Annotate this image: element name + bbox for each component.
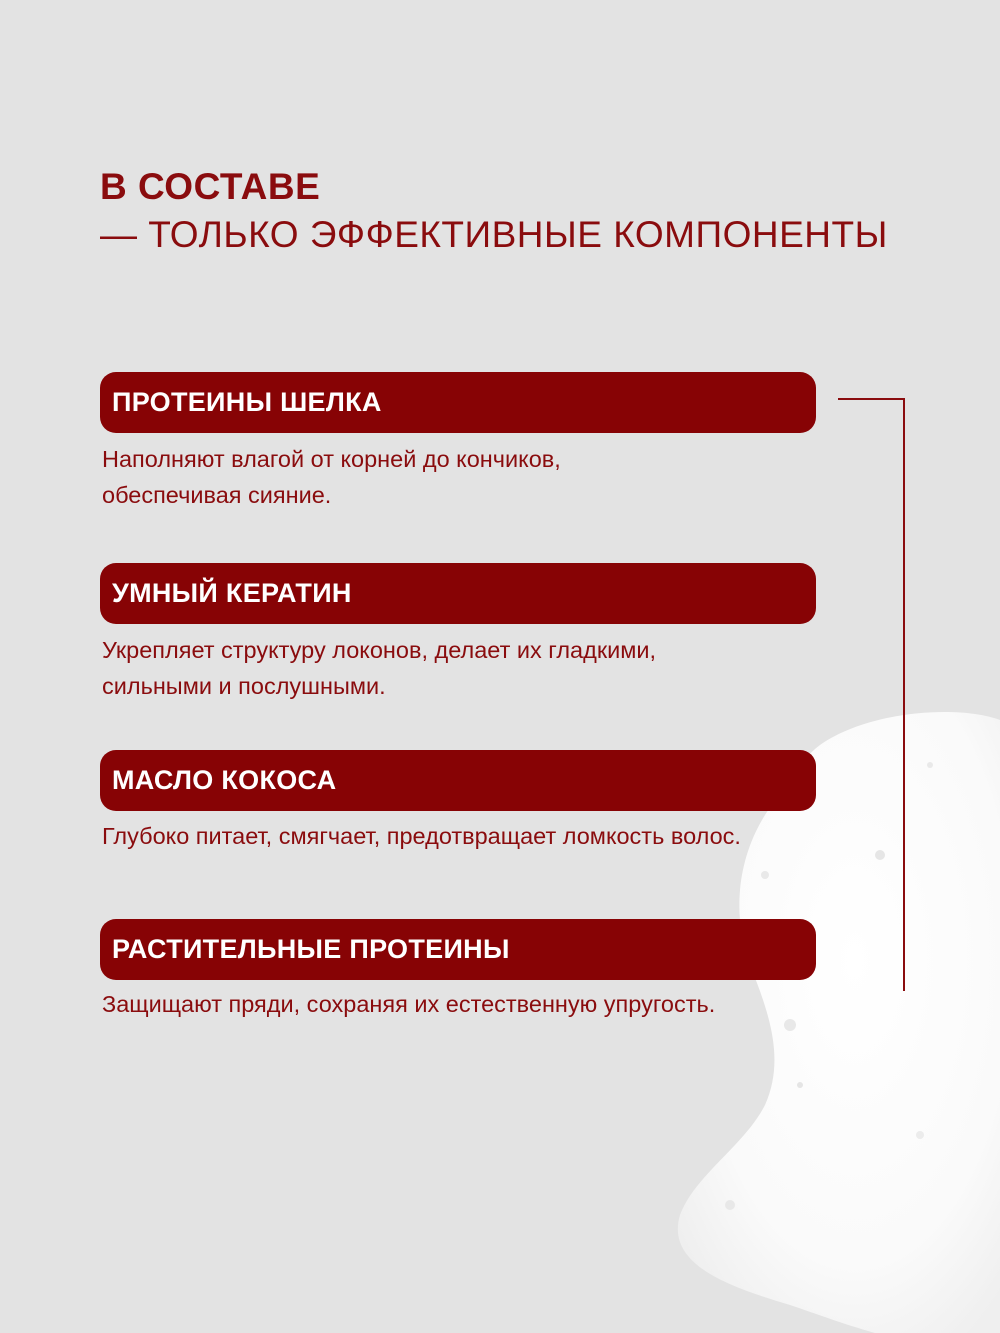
ingredient-badge-coconut-oil: [100, 750, 816, 811]
ingredient-badge-plant-proteins: [100, 919, 816, 980]
ingredient-name: РАСТИТЕЛЬНЫЕ ПРОТЕИНЫ: [112, 934, 510, 964]
ingredient-badge-silk-proteins: [100, 372, 816, 433]
page-title: В СОСТАВЕ: [100, 166, 321, 207]
ingredient-description: [102, 986, 862, 1022]
ingredient-description: [102, 632, 862, 704]
ingredient-name: МАСЛО КОКОСА: [112, 765, 337, 795]
description-line: Наполняют влагой от корней до кончиков,: [102, 446, 561, 472]
description-line: Глубоко питает, смягчает, предотвращает ломкость волос.: [102, 823, 741, 849]
ingredient-badge-smart-keratin: [100, 563, 816, 624]
page-subtitle: — ТОЛЬКО ЭФФЕКТИВНЫЕ КОМПОНЕНТЫ: [100, 214, 888, 255]
description-line: Укрепляет структуру локонов, делает их гладкими,: [102, 637, 657, 663]
description-line: обеспечивая сияние.: [102, 482, 332, 508]
ingredient-name: УМНЫЙ КЕРАТИН: [112, 578, 352, 608]
ingredient-description: [102, 441, 862, 513]
ingredient-name: ПРОТЕИНЫ ШЕЛКА: [112, 387, 382, 417]
description-line: Защищают пряди, сохраняя их естественную упругость.: [102, 991, 716, 1017]
description-line: сильными и послушными.: [102, 673, 386, 699]
ingredient-description: [102, 818, 862, 854]
